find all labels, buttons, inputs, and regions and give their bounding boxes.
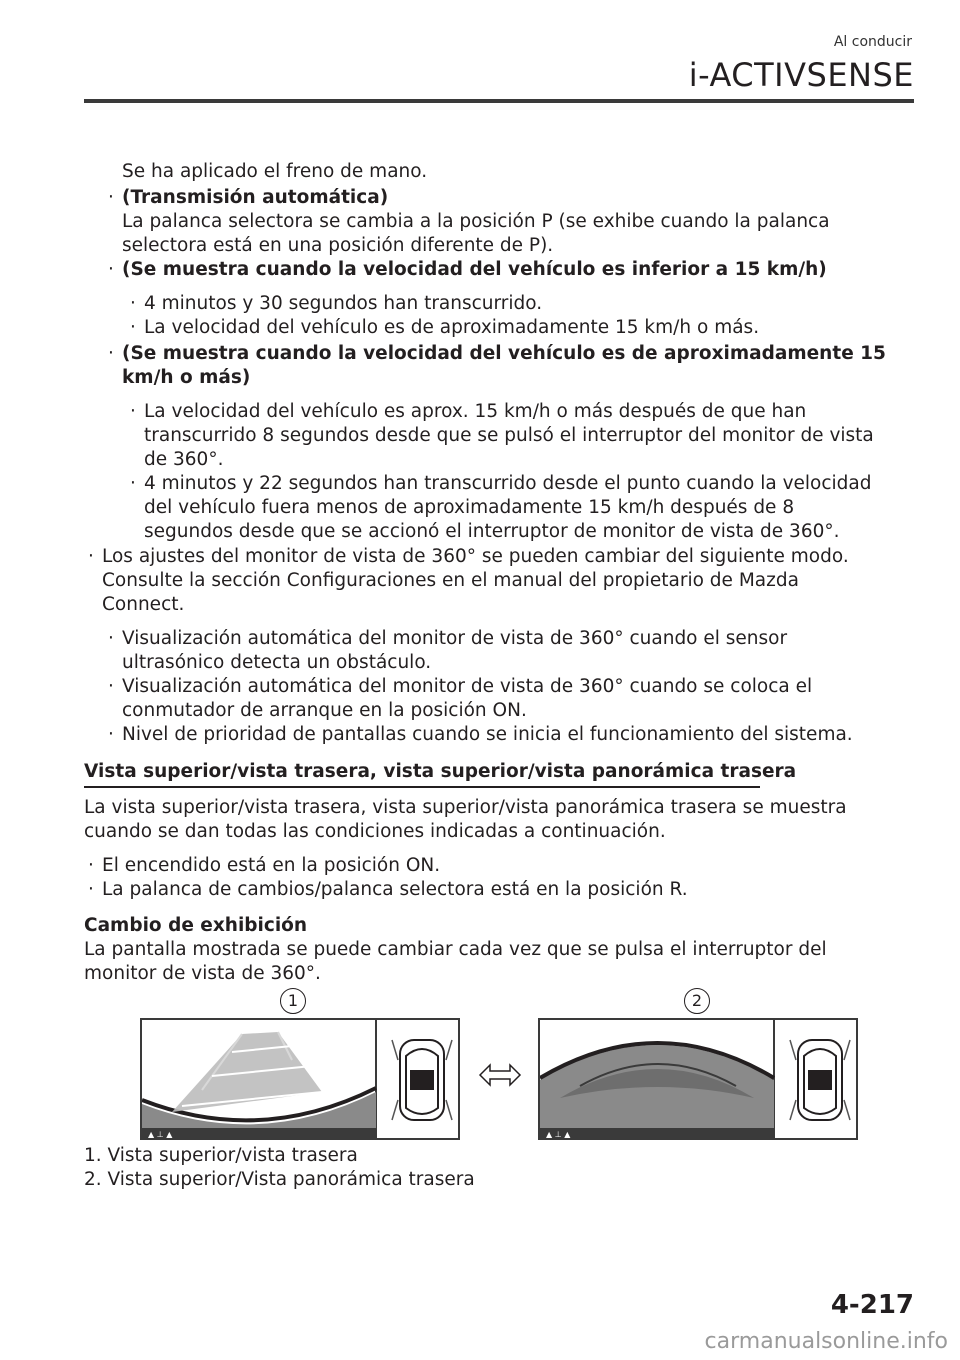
text-line: (Se muestra cuando la velocidad del vehículo es de aproximadamente 15	[122, 343, 886, 364]
chapter-title: i-ACTIVSENSE	[688, 56, 914, 94]
bullet: ·	[130, 317, 136, 338]
svg-text:▲ ⊥ ▲: ▲ ⊥ ▲	[546, 1130, 571, 1138]
screen-top-rear-wide-view	[538, 1018, 858, 1140]
text-line: de 360°.	[144, 449, 224, 470]
text-line: transcurrido 8 segundos desde que se pulsó el interruptor del monitor de vista	[144, 425, 874, 446]
bullet: ·	[108, 724, 114, 745]
bullet: ·	[108, 628, 114, 649]
text-line: El encendido está en la posición ON.	[102, 855, 441, 876]
bullet: ·	[130, 473, 136, 494]
text-line: 4 minutos y 30 segundos han transcurrido.	[144, 293, 543, 314]
text-line: Se ha aplicado el freno de mano.	[122, 161, 428, 182]
text-line: Visualización automática del monitor de vista de 360° cuando se coloca el	[122, 676, 813, 697]
text-line: (Se muestra cuando la velocidad del vehículo es inferior a 15 km/h)	[122, 259, 827, 280]
figure-marker-2: 2	[684, 988, 710, 1014]
section-label: Al conducir	[833, 34, 912, 50]
subheading: Cambio de exhibición	[84, 915, 308, 936]
section-heading: Vista superior/vista trasera, vista superior/vista panorámica trasera	[84, 761, 797, 782]
bullet: ·	[130, 293, 136, 314]
bullet: ·	[108, 343, 114, 364]
text-line: Los ajustes del monitor de vista de 360° se pueden cambiar del siguiente modo.	[102, 546, 849, 567]
figure-marker-1: 1	[280, 988, 306, 1014]
watermark: carmanualsonline.info	[704, 1329, 948, 1354]
bullet: ·	[88, 879, 94, 900]
text-line: 4 minutos y 22 segundos han transcurrido desde el punto cuando la velocidad	[144, 473, 872, 494]
heading-underline	[84, 786, 760, 788]
screen-top-rear-view	[140, 1018, 460, 1140]
svg-text:▲ ⊥ ▲: ▲ ⊥ ▲	[148, 1130, 173, 1138]
text-line: La pantalla mostrada se puede cambiar cada vez que se pulsa el interruptor del	[84, 939, 827, 960]
rear-wide-view-illustration	[540, 1020, 856, 1138]
bullet: ·	[88, 546, 94, 567]
text-line: Nivel de prioridad de pantallas cuando se inicia el funcionamiento del sistema.	[122, 724, 853, 745]
text-line: selectora está en una posición diferente de P).	[122, 235, 554, 256]
page-number: 4-217	[830, 1290, 914, 1320]
bullet: ·	[108, 676, 114, 697]
bullet: ·	[108, 259, 114, 280]
text-line: segundos desde que se accionó el interruptor de monitor de vista de 360°.	[144, 521, 840, 542]
text-line: La velocidad del vehículo es aprox. 15 km/h o más después de que han	[144, 401, 807, 422]
text-line: Consulte la sección Configuraciones en el manual del propietario de Mazda	[102, 570, 799, 591]
caption-2: 2. Vista superior/Vista panorámica trasera	[84, 1169, 475, 1190]
rear-view-illustration	[142, 1020, 458, 1138]
double-arrow-icon	[478, 1062, 522, 1088]
text-line: monitor de vista de 360°.	[84, 963, 321, 984]
text-line: La vista superior/vista trasera, vista superior/vista panorámica trasera se muestra	[84, 797, 847, 818]
text-line: La palanca de cambios/palanca selectora está en la posición R.	[102, 879, 688, 900]
text-line: conmutador de arranque en la posición ON.	[122, 700, 527, 721]
text-line: (Transmisión automática)	[122, 187, 389, 208]
header-divider	[84, 99, 914, 103]
bullet: ·	[130, 401, 136, 422]
text-line: La palanca selectora se cambia a la posición P (se exhibe cuando la palanca	[122, 211, 830, 232]
bullet: ·	[108, 187, 114, 208]
caption-1: 1. Vista superior/vista trasera	[84, 1145, 358, 1166]
text-line: km/h o más)	[122, 367, 251, 388]
text-line: Connect.	[102, 594, 185, 615]
text-line: Visualización automática del monitor de vista de 360° cuando el sensor	[122, 628, 788, 649]
text-line: La velocidad del vehículo es de aproximadamente 15 km/h o más.	[144, 317, 760, 338]
text-line: ultrasónico detecta un obstáculo.	[122, 652, 432, 673]
text-line: del vehículo fuera menos de aproximadamente 15 km/h después de 8	[144, 497, 795, 518]
text-line: cuando se dan todas las condiciones indicadas a continuación.	[84, 821, 666, 842]
bullet: ·	[88, 855, 94, 876]
